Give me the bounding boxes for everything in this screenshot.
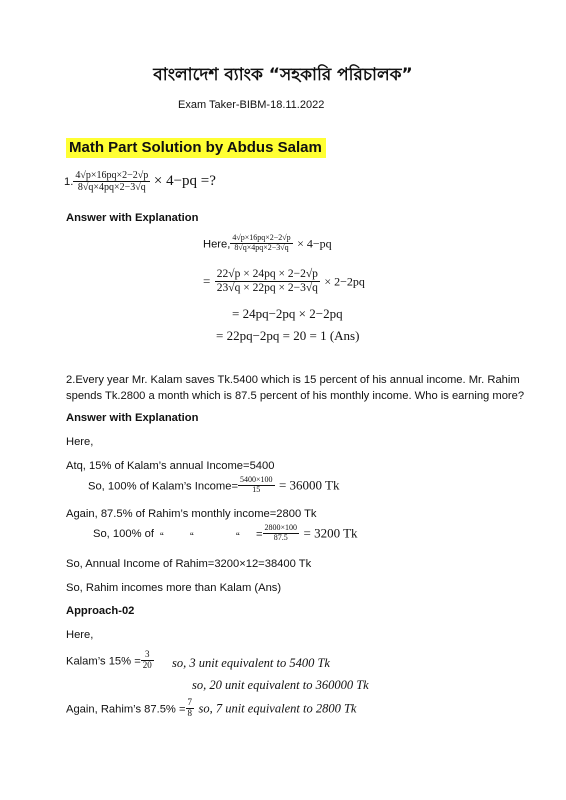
q1-number: 1. [64, 175, 74, 188]
q2-so100-prefix: So, 100% of Kalam’s Income= [88, 480, 238, 493]
q1-tail: × 4−pq =? [153, 172, 216, 189]
highlighted-section-title: Math Part Solution by Abdus Salam [66, 138, 326, 158]
q2-so100r-calc [256, 524, 358, 543]
q2-rahim-numerator: 7 [187, 697, 193, 707]
q1-step1-denominator: 8√q×4pq×2−3√q [234, 242, 289, 252]
q1-step2-fraction [215, 268, 320, 294]
q2-rahim-denominator: 8 [187, 707, 193, 718]
q1-here: Here, [203, 238, 231, 251]
q2-kalam-prefix: Kalam’s 15% = [66, 655, 141, 668]
q1-step2 [203, 268, 365, 294]
q2-so100-fraction [238, 476, 275, 495]
q2-so100r-denominator: 87.5 [273, 532, 288, 542]
q1-numerator: 4√p×16pq×2−2√p [75, 170, 149, 181]
q1-denominator: 8√q×4pq×2−3√q [77, 182, 146, 193]
q2-text-line1: 2.Every year Mr. Kalam saves Tk.5400 which is 15 percent of his annual income. Mr. Rahim [66, 374, 520, 386]
q2-so100r-result: = 3200 Tk [303, 525, 358, 541]
q2-so100-denominator: 15 [252, 484, 261, 494]
exam-taker-line: Exam Taker-BIBM-18.11.2022 [178, 99, 325, 111]
q2-conclusion: So, Rahim incomes more than Kalam (Ans) [66, 582, 282, 594]
q2-kalam-line2: so, 20 unit equivalent to 360000 Tk [192, 678, 369, 692]
q1-step2-eq: = [203, 273, 211, 289]
q2-text-line2: spends Tk.2800 a month which is 87.5 percent of his monthly income. Who is earning more? [66, 390, 525, 402]
q2-rahim-fraction [186, 698, 195, 719]
q2-again: Again, 87.5% of Rahim’s monthly income=2800 Tk [66, 508, 317, 520]
q1-step4: = 22pq−2pq = 20 = 1 (Ans) [216, 328, 360, 343]
q2-so100-numerator: 5400×100 [239, 475, 273, 484]
q2-kalam-line [66, 650, 154, 671]
q2-kalam-numerator: 3 [141, 650, 154, 661]
q2-rahim-prefix: Again, Rahim’s 87.5% = [66, 703, 186, 716]
q2-so100r-numerator: 2800×100 [264, 523, 298, 532]
q1-step2-denominator: 23√q × 22pq × 2−3√q [216, 281, 318, 294]
q2-rahim-tail: so, 7 unit equivalent to 2800 Tk [198, 701, 357, 716]
q1-expression [64, 170, 216, 193]
q2-here: Here, [66, 436, 94, 448]
q1-fraction [73, 170, 150, 193]
q2-ditto-2: “ [190, 531, 194, 543]
q1-step2-tail: × 2−2pq [324, 274, 365, 289]
q2-ditto-1: “ [160, 531, 164, 543]
q2-annual: So, Annual Income of Rahim=3200×12=38400 Tk [66, 558, 312, 570]
q1-answer-heading: Answer with Explanation [66, 212, 199, 224]
q1-step1-tail: × 4−pq [297, 236, 332, 251]
q2-answer-heading: Answer with Explanation [66, 412, 199, 424]
q2-kalam-denominator: 20 [142, 659, 152, 670]
q2-ditto-3: “ [236, 531, 240, 543]
q1-step1-fraction [230, 234, 292, 253]
q2-so100r-eq: = [256, 528, 263, 541]
q2-so100r-prefix: So, 100% of [93, 528, 154, 540]
q2-so100-kalam [88, 476, 340, 495]
q1-step2-numerator: 22√p × 24pq × 2−2√p [216, 268, 318, 280]
q2-so100-result: = 36000 Tk [278, 477, 340, 493]
q2-approach-heading: Approach-02 [66, 605, 135, 617]
q1-step3: = 24pq−2pq × 2−2pq [232, 306, 343, 321]
q2-so100-rahim [93, 524, 154, 542]
q2-here-2: Here, [66, 629, 94, 641]
q2-so100r-fraction [263, 524, 300, 543]
page-title: বাংলাদেশ ব্যাংক “সহকারি পরিচালক” [153, 65, 413, 85]
q2-kalam-tail: so, 3 unit equivalent to 5400 Tk [172, 656, 330, 670]
q1-step1 [203, 234, 332, 253]
q2-rahim-line [66, 698, 356, 719]
q1-step1-numerator: 4√p×16pq×2−2√p [232, 233, 291, 242]
q2-atq: Atq, 15% of Kalam’s annual Income=5400 [66, 460, 275, 472]
q2-kalam-fraction [141, 650, 154, 671]
